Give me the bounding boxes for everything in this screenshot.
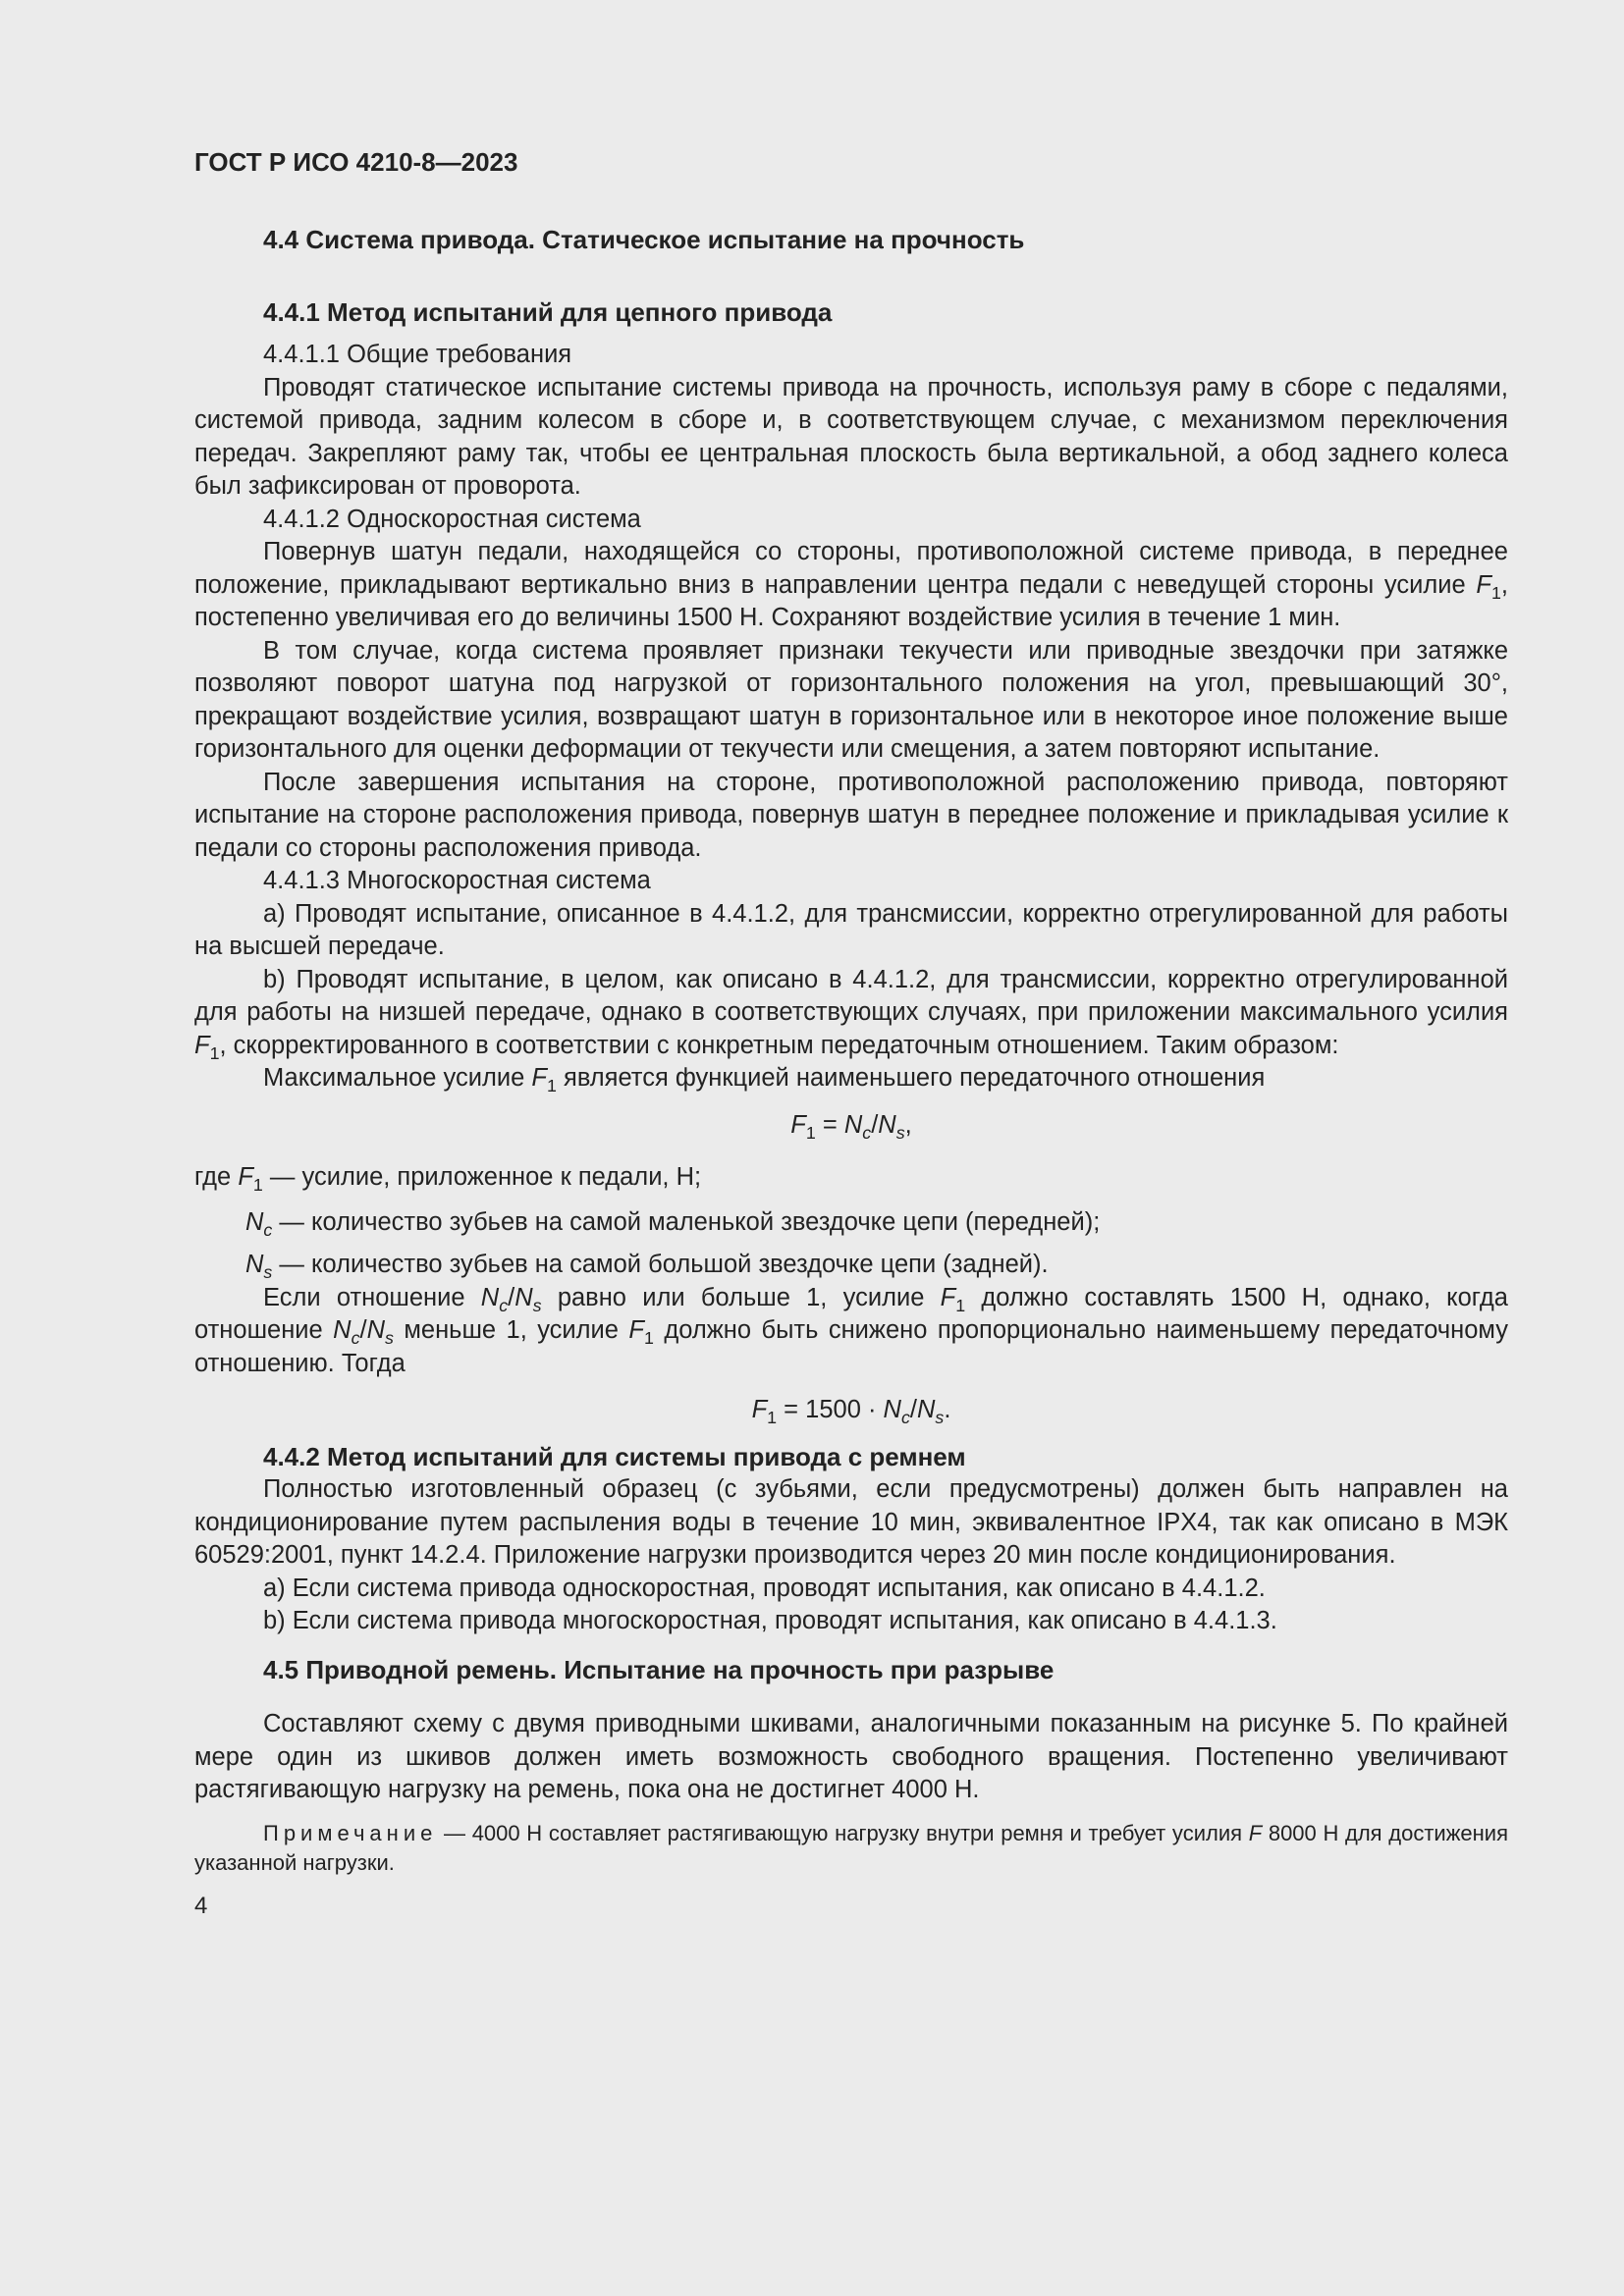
paragraph-single-speed-load [194,536,1508,635]
list-item-a-single-speed: a) Если система привода односкоростная, проводят испытания, как описано в 4.4.1.2. [263,1574,1266,1602]
section-4-4-1-2-title: 4.4.1.2 Односкоростная система [263,505,641,533]
section-4-5-title: 4.5 Приводной ремень. Испытание на прочность при разрыве [263,1654,1055,1684]
subscript-c: c [263,1219,273,1240]
subscript-c: c [499,1295,509,1315]
text-run: — 4000 Н составляет растягивающую нагрузку внутри ремня и требует усилия [437,1820,1249,1845]
where-f1-definition [194,1161,1508,1195]
list-item-b-multi-speed: b) Если система привода многоскоростная, проводят испытания, как описано в 4.4.1.3. [263,1607,1277,1634]
text-run: должно составлять 1500 Н, однако, когда отношение [194,1283,1508,1344]
subscript-s: s [935,1408,945,1428]
formula-f1-reduced [194,1394,1508,1427]
symbol-F: F [628,1316,644,1344]
symbol-N: N [883,1396,901,1423]
subscript-1: 1 [644,1328,654,1349]
list-item-a-highest-gear: a) Проводят испытание, описанное в 4.4.1.2, для трансмиссии, корректно отрегулированной для работы на высшей передаче. [194,899,1508,960]
symbol-F: F [531,1064,547,1092]
symbol-N: N [878,1110,896,1139]
symbol-N: N [514,1283,533,1311]
text-run: b) Проводят испытание, в целом, как описано в 4.4.1.2, для трансмиссии, корректно отрегулированной для работы на низшей передаче, однако в соответствующих случаях, при приложении максимального усилия [194,965,1508,1026]
text-run: Максимальное усилие [263,1064,532,1092]
symbol-F: F [194,1031,210,1059]
subscript-c: c [900,1408,910,1428]
symbol-F: F [940,1283,956,1311]
document-page [194,145,1508,1922]
paragraph-repeat-drive-side: После завершения испытания на стороне, противоположной расположению привода, повторяют испытание на стороне расположения привода, повернув шатун в переднее положение и прикладывая усилие к педали со стороны расположения привода. [194,768,1508,862]
formula-slash: / [871,1110,879,1139]
text-run: Если отношение [263,1283,481,1311]
subscript-s: s [532,1295,542,1315]
text-run: меньше 1, усилие [393,1316,629,1344]
formula-end: , [904,1110,912,1139]
subscript-c: c [862,1122,872,1143]
where-ns-definition [194,1249,1508,1282]
document-code-header: ГОСТ Р ИСО 4210-8—2023 [194,147,518,177]
formula-f1-ratio [194,1109,1508,1143]
section-4-4-1-3-title: 4.4.1.3 Многоскоростная система [263,867,651,894]
text-run: Повернув шатун педали, находящейся со стороны, противоположной системе привода, в переднее положение, прикладывают вертикально вниз в направлении центра педали с неведущей стороны усилие [194,538,1508,599]
formula-slash: / [508,1283,515,1311]
paragraph-belt-pulleys: Составляют схему с двумя приводными шкивами, аналогичными показанным на рисунке 5. По крайней мере один из шкивов должен иметь возможность свободного вращения. Постепенно увеличивают растягивающую нагрузку на ремень, пока она не достигнет 4000 Н. [194,1710,1508,1803]
symbol-N: N [333,1316,352,1344]
symbol-N: N [245,1251,264,1278]
symbol-N: N [843,1110,863,1139]
subscript-1: 1 [252,1175,263,1196]
formula-slash: / [359,1316,367,1344]
paragraph-belt-conditioning: Полностью изготовленный образец (с зубьями, если предусмотрены) должен быть направлен на кондиционирование путем распыления воды в течение 10 мин, эквивалентное IPX4, так как описано в МЭК 60529:2001, пункт 14.2.4. Приложение нагрузки производится через 20 мин после кондиционирования. [194,1475,1508,1569]
symbol-F: F [1476,570,1491,599]
text-run: — количество зубьев на самой большой звездочке цепи (задней). [272,1251,1049,1278]
section-4-4-title: 4.4 Система привода. Статическое испытание на прочность [263,225,1025,254]
symbol-F: F [751,1396,768,1423]
section-4-4-1-title: 4.4.1 Метод испытаний для цепного привода [263,296,833,327]
subscript-1: 1 [1490,582,1501,603]
symbol-N: N [480,1283,500,1311]
subscript-1: 1 [767,1408,778,1428]
text-run: , постепенно увеличивая его до величины 1500 Н. Сохраняют воздействие усилия в течение 1 мин. [194,570,1508,631]
subscript-s: s [895,1122,905,1143]
section-4-4-1-1-title: 4.4.1.1 Общие требования [263,341,572,368]
text-run: , скорректированного в соответствии с конкретным передаточным отношением. Таким образом: [219,1031,1339,1059]
text-run: — усилие, приложенное к педали, Н; [262,1163,702,1191]
note-label: Примечание [263,1820,438,1845]
symbol-F: F [238,1163,253,1191]
symbol-F: F [1248,1820,1263,1845]
formula-slash: / [909,1396,917,1423]
text-run: равно или больше 1, усилие [541,1283,941,1311]
paragraph-yield-condition: В том случае, когда система проявляет признаки текучести или приводные звездочки при затяжке позволяют поворот шатуна под нагрузкой от горизонтального положения на угол, превышающий 30°, прекращают воздействие усилия, возвращают шатун в горизонтальное или в некоторое иное положение выше горизонтального для оценки деформации от текучести или смещения, а затем повторяют испытание. [194,636,1508,763]
symbol-N: N [366,1316,386,1344]
subscript-1: 1 [955,1295,966,1315]
subscript-c: c [351,1328,360,1349]
symbol-N: N [245,1207,264,1236]
where-nc-definition [194,1206,1508,1240]
section-4-4-2-title: 4.4.2 Метод испытаний для системы привода с ремнем [263,1441,966,1471]
formula-end: . [944,1396,951,1423]
note-paragraph [194,1819,1508,1878]
text-run: должно быть снижено пропорционально наименьшему передаточному отношению. Тогда [194,1316,1508,1377]
formula-equals: = 1500 · [777,1396,884,1423]
formula-equals: = [815,1110,844,1139]
text-run: 8000 Н для достижения указанной нагрузки. [194,1820,1509,1875]
page-number: 4 [194,1892,208,1919]
paragraph-max-force [194,1062,1508,1095]
where-prefix: где [194,1163,239,1191]
paragraph-general-requirements: Проводят статическое испытание системы привода на прочность, используя раму в сборе с педалями, системой привода, задним колесом в сборе и, в соответствующем случае, с механизмом переключения передач. Закрепляют раму так, чтобы ее центральная плоскость была вертикальной, а обод заднего колеса был зафиксирован от проворота. [194,373,1508,500]
subscript-1: 1 [546,1076,557,1096]
text-run: является функцией наименьшего передаточного отношения [556,1064,1266,1092]
subscript-1: 1 [209,1042,220,1063]
text-run: — количество зубьев на самой маленькой звездочке цепи (передней); [272,1207,1101,1236]
symbol-F: F [790,1110,806,1139]
list-item-b-lowest-gear [194,964,1508,1063]
subscript-1: 1 [805,1122,816,1143]
subscript-s: s [385,1328,394,1349]
paragraph-ratio-condition [194,1282,1508,1381]
subscript-s: s [263,1262,273,1283]
symbol-N: N [916,1396,936,1423]
